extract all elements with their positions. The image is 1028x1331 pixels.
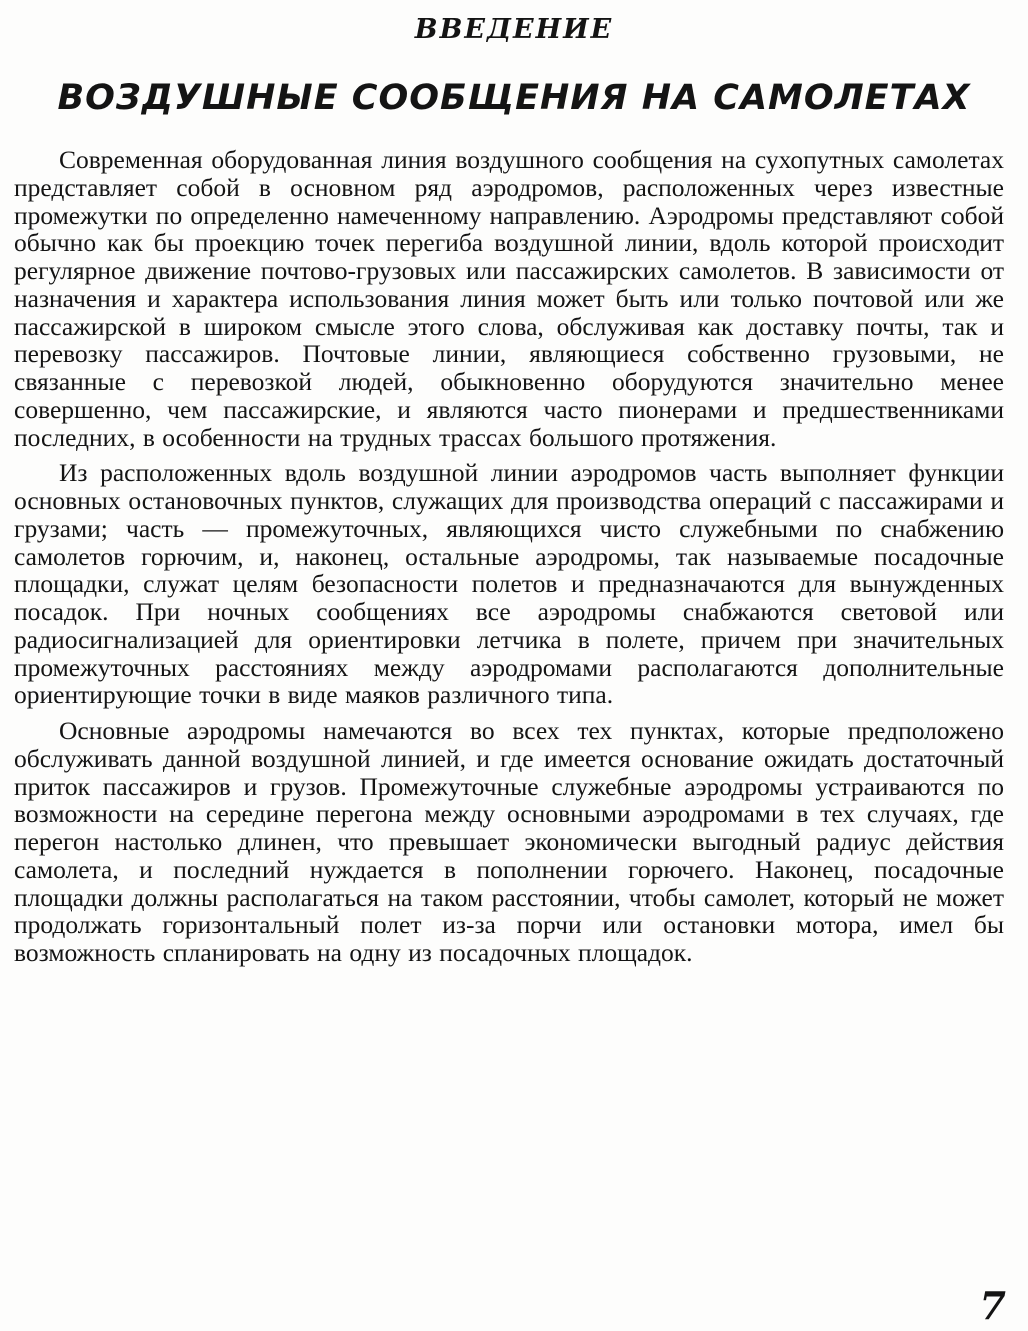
body-text [14,146,1004,975]
section-label: ВВЕДЕНИЕ [414,14,614,45]
paragraph-2: Из расположенных вдоль воздушной линии аэродромов часть выполняет функции основных остановочных пунктов, служащих для производства операций с пассажирами и грузами; часть — промежуточных, являющихся чисто служебными по снабжению самолетов горючим, и, наконец, остальные аэродромы, так называемые посадочные площадки, служат целям безопасности полетов и предназначаются для вынужденных посадок. При ночных сообщениях все аэродромы снабжаются световой или радиосигнализацией для ориентировки летчика в полете, причем при значительных промежуточных расстояниях между аэродромами располагаются дополнительные ориентирующие точки в виде маяков различного типа. [14,458,1004,710]
chapter-title: ВОЗДУШНЫЕ СООБЩЕНИЯ НА САМОЛЕТАХ [57,78,971,118]
page-number: 7 [979,1283,1006,1328]
paragraph-3: Основные аэродромы намечаются во всех тех пунктах, которые предположено обслуживать данной воздушной линией, и где имеется основание ожидать достаточный приток пассажиров и грузов. Промежуточные служебные аэродромы устраиваются по возможности на середине перегона между основными аэродромами в тех случаях, где перегон настолько длинен, что превышает экономически выгодный радиус действия самолета, и последний нуждается в пополнении горючего. Наконец, посадочные площадки должны располагаться на таком расстоянии, чтобы самолет, который не может продолжать горизонтальный полет из-за порчи или остановки мотора, имел бы возможность спланировать на одну из посадочных площадок. [14,716,1004,967]
paragraph-1: Современная оборудованная линия воздушного сообщения на сухопутных самолетах представляет собой в основном ряд аэродромов, расположенных через известные промежутки по определенно намеченному направлению. Аэродромы представляют собой обычно как бы проекцию точек перегиба воздушной линии, вдоль которой происходит регулярное движение почтово-грузовых или пассажирских самолетов. В зависимости от назначения и характера использования линия может быть или только почтовой или же пассажирской в широком смысле этого слова, обслуживая как доставку почты, так и перевозку пассажиров. Почтовые линии, являющиеся собственно грузовыми, не связанные с перевозкой людей, обыкновенно оборудуются значительно менее совершенно, чем пассажирские, и являются часто пионерами и предшественниками последних, в особенности на трудных трассах большого протяжения. [14,145,1004,452]
